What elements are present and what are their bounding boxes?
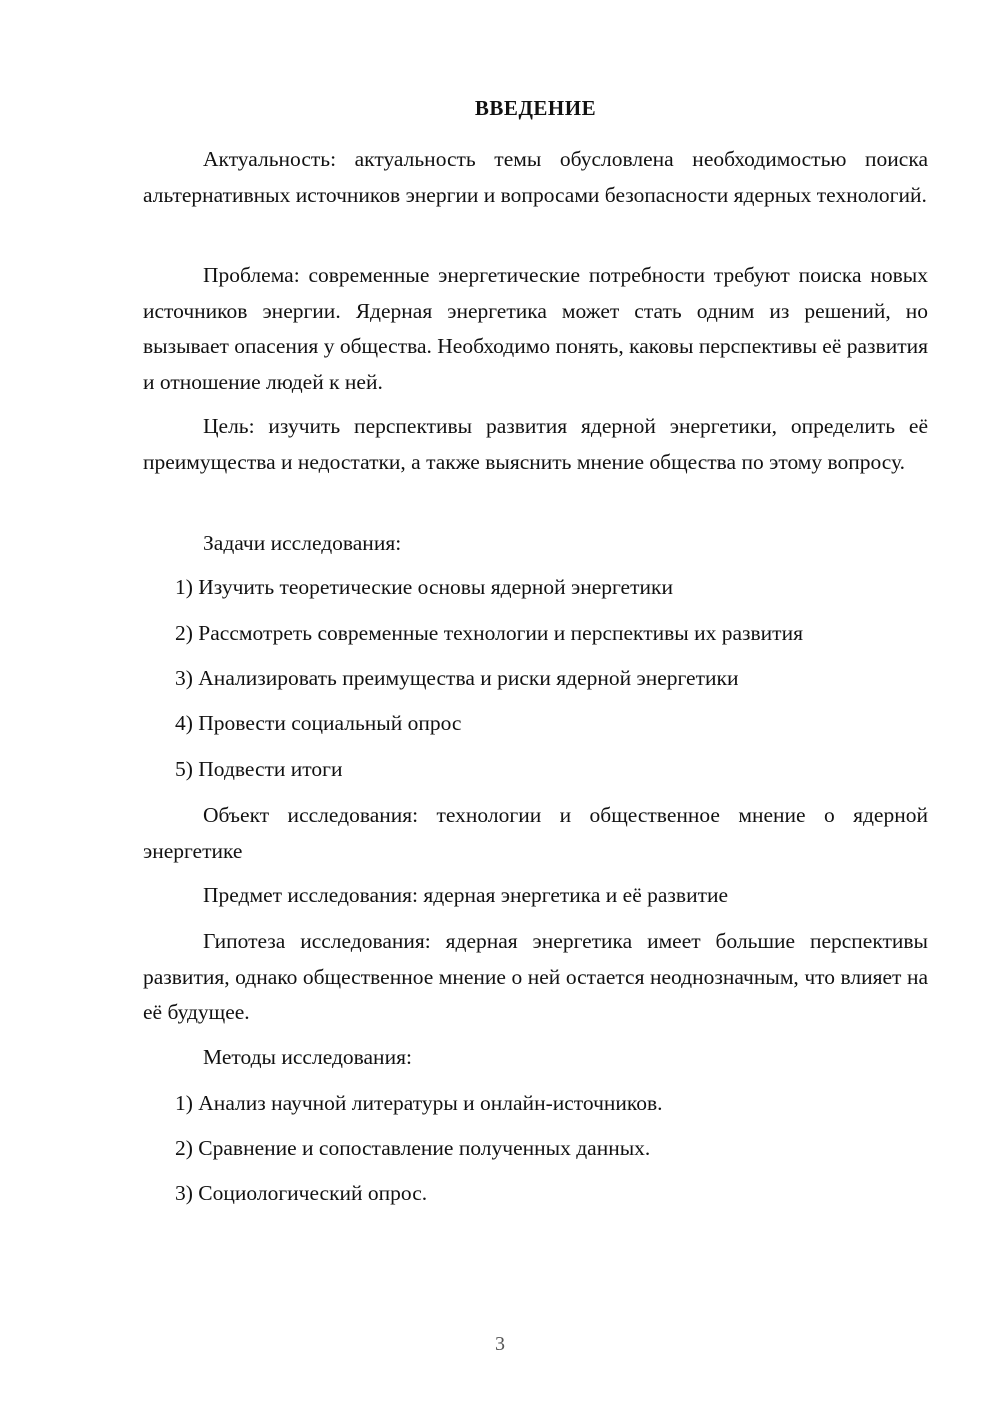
task-item-1: 1) Изучить теоретические основы ядерной энергетики [175, 575, 673, 599]
task-item-4: 4) Провести социальный опрос [175, 711, 462, 735]
paragraph-object: Объект исследования: технологии и общественное мнение о ядерной энергетике [143, 803, 928, 863]
task-item-3: 3) Анализировать преимущества и риски ядерной энергетики [175, 666, 739, 690]
task-item-2: 2) Рассмотреть современные технологии и перспективы их развития [175, 621, 803, 645]
tasks-heading: Задачи исследования: [203, 531, 402, 555]
paragraph-goal: Цель: изучить перспективы развития ядерной энергетики, определить её преимущества и недостатки, а также выяснить мнение общества по этому вопросу. [143, 414, 928, 474]
page-number: 3 [495, 1333, 505, 1355]
paragraph-relevance: Актуальность: актуальность темы обусловлена необходимостью поиска альтернативных источников энергии и вопросами безопасности ядерных технологий. [143, 147, 928, 207]
task-item-5: 5) Подвести итоги [175, 757, 343, 781]
method-item-2: 2) Сравнение и сопоставление полученных данных. [175, 1136, 651, 1160]
method-item-3: 3) Социологический опрос. [175, 1181, 428, 1205]
page-title: ВВЕДЕНИЕ [474, 96, 597, 120]
paragraph-hypothesis: Гипотеза исследования: ядерная энергетика имеет большие перспективы развития, однако общественное мнение о ней остается неоднозначным, что влияет на её будущее. [143, 929, 928, 1024]
method-item-1: 1) Анализ научной литературы и онлайн-источников. [175, 1091, 663, 1115]
methods-heading: Методы исследования: [203, 1045, 412, 1069]
paragraph-subject: Предмет исследования: ядерная энергетика и её развитие [203, 883, 729, 907]
paragraph-problem: Проблема: современные энергетические потребности требуют поиска новых источников энергии. Ядерная энергетика может стать одним из решений, но вызывает опасения у общества. Необходимо понять, каковы перспективы её развития и отношение людей к ней. [143, 263, 928, 394]
